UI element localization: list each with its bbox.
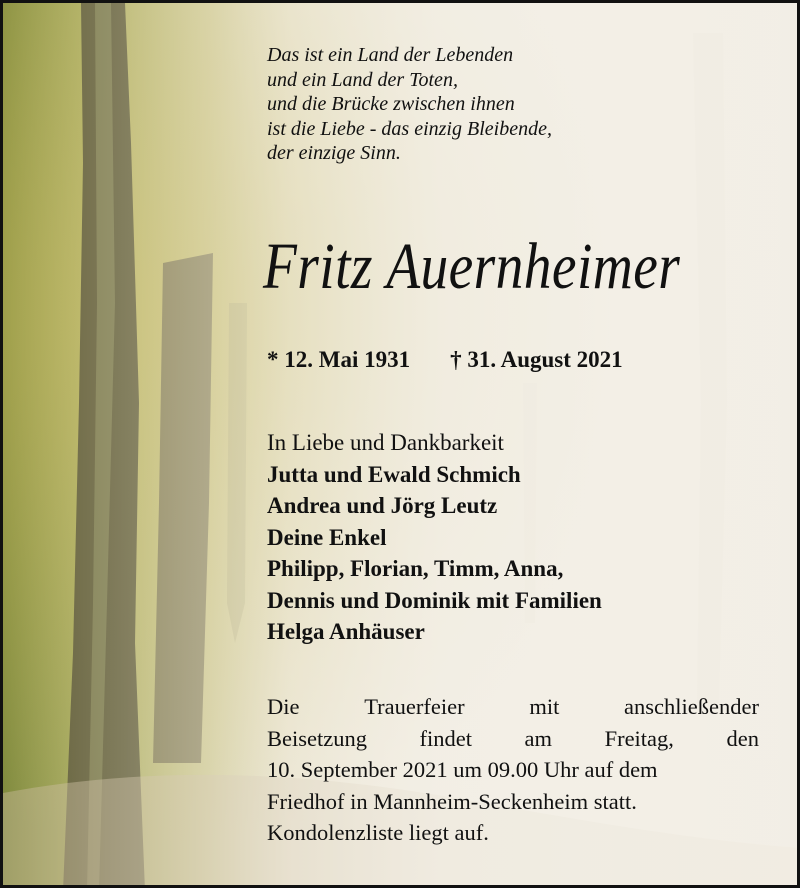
service-word: mit xyxy=(529,694,560,719)
service-line xyxy=(267,691,759,723)
service-word: anschließender xyxy=(624,694,759,719)
poem-line: ist die Liebe - das einzig Bleibende, xyxy=(267,117,552,140)
funeral-service-info xyxy=(267,691,759,849)
service-word: findet xyxy=(419,725,472,751)
mourner-entry: Helga Anhäuser xyxy=(267,619,425,644)
service-word: Beisetzung xyxy=(267,725,367,751)
death-date: † 31. August 2021 xyxy=(450,347,623,372)
service-line: Kondolenzliste liegt auf. xyxy=(267,820,489,845)
service-line xyxy=(267,723,759,755)
mourner-entry: Deine Enkel xyxy=(267,524,387,550)
poem-verse xyxy=(267,43,552,166)
service-word: am xyxy=(524,725,553,751)
service-word: den xyxy=(726,725,759,751)
mourners-intro: In Liebe und Dankbarkeit xyxy=(267,430,504,455)
service-line: 10. September 2021 um 09.00 Uhr auf dem xyxy=(267,757,658,782)
service-word: Trauerfeier xyxy=(364,694,465,719)
mourner-entry: Andrea und Jörg Leutz xyxy=(267,493,498,518)
poem-line: der einzige Sinn. xyxy=(267,142,401,164)
life-dates xyxy=(267,347,623,373)
poem-line: Das ist ein Land der Lebenden xyxy=(267,44,514,66)
poem-line: und die Brücke zwischen ihnen xyxy=(267,93,515,115)
mourners-list xyxy=(267,427,602,648)
poem-line: und ein Land der Toten, xyxy=(267,68,458,91)
service-word: Die xyxy=(267,694,300,719)
mourner-entry: Jutta und Ewald Schmich xyxy=(267,461,521,487)
service-word: Freitag, xyxy=(604,725,674,751)
birth-date: * 12. Mai 1931 xyxy=(267,347,411,372)
service-line: Friedhof in Mannheim-Seckenheim statt. xyxy=(267,788,637,814)
deceased-name: Fritz Auernheimer xyxy=(263,230,681,303)
mourner-entry: Philipp, Florian, Timm, Anna, xyxy=(267,556,564,581)
mourner-entry: Dennis und Dominik mit Familien xyxy=(267,587,602,613)
